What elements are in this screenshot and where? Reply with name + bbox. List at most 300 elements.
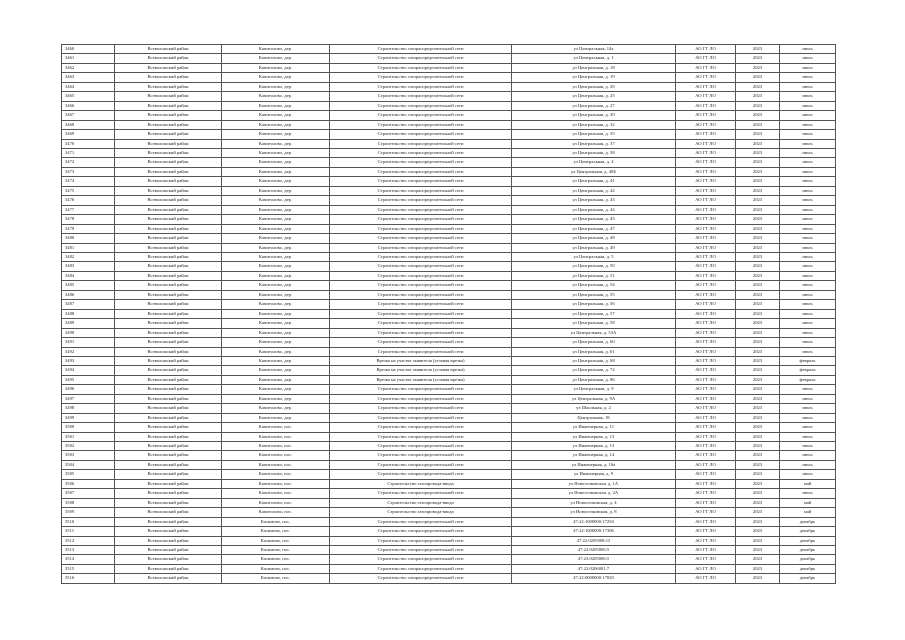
row-number-cell: 3502 [62, 442, 115, 451]
locality-cell: Капитолово, дер. [222, 111, 330, 120]
organization-cell: АО ГТ ЛО [676, 148, 736, 157]
table-row [62, 404, 836, 413]
table-row [62, 243, 836, 252]
table-row [62, 451, 836, 460]
table-row [62, 555, 836, 564]
locality-cell: Капитолово, дер. [222, 281, 330, 290]
row-number-cell: 3508 [62, 498, 115, 507]
row-number-cell: 3463 [62, 73, 115, 82]
table-row [62, 394, 836, 403]
work-type-cell: Строительство газораспределительной сети [330, 205, 512, 214]
organization-cell: АО ГТ ЛО [676, 54, 736, 63]
locality-cell: Капитолово, пос. [222, 508, 330, 517]
organization-cell: АО ГТ ЛО [676, 517, 736, 526]
row-number-cell: 3476 [62, 196, 115, 205]
work-type-cell: Строительство газораспределительной сети [330, 555, 512, 564]
row-number-cell: 3464 [62, 82, 115, 91]
month-cell: декабрь [780, 536, 836, 545]
address-cell: ул Центральная, д. 5 [512, 252, 676, 261]
row-number-cell: 3493 [62, 356, 115, 365]
organization-cell: АО ГТ ЛО [676, 347, 736, 356]
address-cell: ул Центральная, д. 32 [512, 120, 676, 129]
row-number-cell: 3512 [62, 536, 115, 545]
row-number-cell: 3461 [62, 54, 115, 63]
district-cell: Всеволожский район [115, 196, 222, 205]
year-cell: 2023 [736, 73, 780, 82]
address-cell: 47:22:0000000:17820 [512, 574, 676, 583]
address-cell: ул Центральная, д. 72 [512, 366, 676, 375]
table-body [62, 45, 836, 584]
address-cell: ул Центральная, д. 19 [512, 73, 676, 82]
organization-cell: АО ГТ ЛО [676, 45, 736, 54]
organization-cell: АО ГТ ЛО [676, 404, 736, 413]
organization-cell: АО ГТ ЛО [676, 92, 736, 101]
district-cell: Всеволожский район [115, 82, 222, 91]
row-number-cell: 3478 [62, 215, 115, 224]
table-row [62, 366, 836, 375]
month-cell: февраль [780, 366, 836, 375]
document-page [61, 44, 835, 584]
address-cell: ул Центральная, д. 54 [512, 281, 676, 290]
year-cell: 2023 [736, 281, 780, 290]
month-cell: июль [780, 196, 836, 205]
work-type-cell: Строительство газораспределительной сети [330, 574, 512, 583]
locality-cell: Капитолово, пос. [222, 423, 330, 432]
organization-cell: АО ГТ ЛО [676, 546, 736, 555]
work-type-cell: Строительство газораспределительной сети [330, 536, 512, 545]
year-cell: 2023 [736, 564, 780, 573]
work-type-cell: Строительство газораспределительной сети [330, 527, 512, 536]
locality-cell: Капитолово, дер. [222, 92, 330, 101]
district-cell: Всеволожский район [115, 536, 222, 545]
month-cell: июль [780, 404, 836, 413]
month-cell: июль [780, 262, 836, 271]
year-cell: 2023 [736, 432, 780, 441]
table-row [62, 432, 836, 441]
address-cell: ул Центральная, д. 27 [512, 101, 676, 110]
address-cell: ул Центральная, д. 57 [512, 309, 676, 318]
organization-cell: АО ГТ ЛО [676, 555, 736, 564]
district-cell: Всеволожский район [115, 73, 222, 82]
organization-cell: АО ГТ ЛО [676, 290, 736, 299]
work-type-cell: Строительство газораспределительной сети [330, 404, 512, 413]
table-row [62, 300, 836, 309]
work-type-cell: Строительство газораспределительной сети [330, 63, 512, 72]
month-cell: июль [780, 148, 836, 157]
year-cell: 2023 [736, 413, 780, 422]
year-cell: 2023 [736, 470, 780, 479]
organization-cell: АО ГТ ЛО [676, 186, 736, 195]
district-cell: Всеволожский район [115, 139, 222, 148]
row-number-cell: 3495 [62, 375, 115, 384]
locality-cell: Капитолово, пос. [222, 460, 330, 469]
organization-cell: АО ГТ ЛО [676, 262, 736, 271]
table-row [62, 413, 836, 422]
organization-cell: АО ГТ ЛО [676, 470, 736, 479]
month-cell: май [780, 479, 836, 488]
table-row [62, 460, 836, 469]
row-number-cell: 3515 [62, 564, 115, 573]
year-cell: 2023 [736, 356, 780, 365]
district-cell: Всеволожский район [115, 271, 222, 280]
month-cell: июль [780, 281, 836, 290]
district-cell: Всеволожский район [115, 479, 222, 488]
organization-cell: АО ГТ ЛО [676, 328, 736, 337]
work-type-cell: Строительство газораспределительной сети [330, 101, 512, 110]
month-cell: июль [780, 252, 836, 261]
organization-cell: АО ГТ ЛО [676, 375, 736, 384]
organization-cell: АО ГТ ЛО [676, 177, 736, 186]
table-row [62, 356, 836, 365]
address-cell: ул Центральная, д. 4 [512, 158, 676, 167]
work-type-cell: Строительство газораспределительной сети [330, 167, 512, 176]
organization-cell: АО ГТ ЛО [676, 252, 736, 261]
work-type-cell: Врезка на участке заявителя (угловая врезка) [330, 375, 512, 384]
year-cell: 2023 [736, 234, 780, 243]
year-cell: 2023 [736, 517, 780, 526]
work-type-cell: Строительство газораспределительной сети [330, 45, 512, 54]
locality-cell: Капитолово, пос. [222, 432, 330, 441]
locality-cell: Капитолово, дер. [222, 394, 330, 403]
year-cell: 2023 [736, 101, 780, 110]
organization-cell: АО ГТ ЛО [676, 527, 736, 536]
year-cell: 2023 [736, 186, 780, 195]
address-cell: ул Центральная, д. 20 [512, 82, 676, 91]
month-cell: июль [780, 234, 836, 243]
table-row [62, 158, 836, 167]
work-type-cell: Строительство газораспределительной сети [330, 120, 512, 129]
row-number-cell: 3487 [62, 300, 115, 309]
month-cell: декабрь [780, 527, 836, 536]
locality-cell: Касимово, пос. [222, 564, 330, 573]
district-cell: Всеволожский район [115, 101, 222, 110]
locality-cell: Капитолово, дер. [222, 167, 330, 176]
address-cell: ул Центральная, д. 40Б [512, 167, 676, 176]
row-number-cell: 3506 [62, 479, 115, 488]
locality-cell: Капитолово, дер. [222, 366, 330, 375]
year-cell: 2023 [736, 271, 780, 280]
work-type-cell: Строительство газораспределительной сети [330, 177, 512, 186]
address-cell: 47:22:0205008:15 [512, 536, 676, 545]
locality-cell: Капитолово, дер. [222, 385, 330, 394]
row-number-cell: 3496 [62, 385, 115, 394]
organization-cell: АО ГТ ЛО [676, 63, 736, 72]
row-number-cell: 3460 [62, 45, 115, 54]
table-row [62, 527, 836, 536]
table-row [62, 281, 836, 290]
year-cell: 2023 [736, 460, 780, 469]
table-row [62, 328, 836, 337]
month-cell: февраль [780, 356, 836, 365]
month-cell: июль [780, 470, 836, 479]
work-type-cell: Строительство газораспределительной сети [330, 328, 512, 337]
month-cell: июль [780, 73, 836, 82]
organization-cell: АО ГТ ЛО [676, 243, 736, 252]
month-cell: июль [780, 309, 836, 318]
year-cell: 2023 [736, 574, 780, 583]
row-number-cell: 3465 [62, 92, 115, 101]
row-number-cell: 3474 [62, 177, 115, 186]
month-cell: июль [780, 319, 836, 328]
organization-cell: АО ГТ ЛО [676, 82, 736, 91]
table-row [62, 375, 836, 384]
district-cell: Всеволожский район [115, 555, 222, 564]
table-row [62, 167, 836, 176]
locality-cell: Капитолово, дер. [222, 243, 330, 252]
year-cell: 2023 [736, 205, 780, 214]
work-type-cell: Строительство газораспределительной сети [330, 148, 512, 157]
work-type-cell: Строительство газораспределительной сети [330, 309, 512, 318]
month-cell: июль [780, 442, 836, 451]
work-type-cell: Строительство газораспределительной сети [330, 262, 512, 271]
organization-cell: АО ГТ ЛО [676, 451, 736, 460]
district-cell: Всеволожский район [115, 224, 222, 233]
locality-cell: Капитолово, дер. [222, 413, 330, 422]
locality-cell: Капитолово, дер. [222, 224, 330, 233]
district-cell: Всеволожский район [115, 290, 222, 299]
table-row [62, 177, 836, 186]
work-type-cell: Строительство газораспределительной сети [330, 130, 512, 139]
district-cell: Всеволожский район [115, 215, 222, 224]
address-cell: ул Центральная, д. 1 [512, 54, 676, 63]
table-row [62, 309, 836, 318]
locality-cell: Капитолово, пос. [222, 479, 330, 488]
row-number-cell: 3505 [62, 470, 115, 479]
month-cell: июль [780, 385, 836, 394]
locality-cell: Капитолово, дер. [222, 158, 330, 167]
work-type-cell: Строительство газопровода-ввода [330, 479, 512, 488]
month-cell: июль [780, 158, 836, 167]
district-cell: Всеволожский район [115, 432, 222, 441]
address-cell: ул Центральная, д. 43 [512, 196, 676, 205]
table-row [62, 546, 836, 555]
work-type-cell: Строительство газораспределительной сети [330, 243, 512, 252]
table-row [62, 347, 836, 356]
locality-cell: Капитолово, дер. [222, 215, 330, 224]
month-cell: июль [780, 432, 836, 441]
organization-cell: АО ГТ ЛО [676, 574, 736, 583]
address-cell: ул Центральная, д. 30 [512, 111, 676, 120]
year-cell: 2023 [736, 338, 780, 347]
year-cell: 2023 [736, 527, 780, 536]
district-cell: Всеволожский район [115, 205, 222, 214]
table-row [62, 508, 836, 517]
year-cell: 2023 [736, 82, 780, 91]
district-cell: Всеволожский район [115, 442, 222, 451]
year-cell: 2023 [736, 148, 780, 157]
month-cell: июль [780, 120, 836, 129]
work-type-cell: Строительство газораспределительной сети [330, 442, 512, 451]
table-row [62, 196, 836, 205]
table-row [62, 111, 836, 120]
table-row [62, 574, 836, 583]
locality-cell: Капитолово, дер. [222, 73, 330, 82]
table-row [62, 120, 836, 129]
row-number-cell: 3491 [62, 338, 115, 347]
row-number-cell: 3462 [62, 63, 115, 72]
district-cell: Всеволожский район [115, 243, 222, 252]
address-cell: ул Центральная, д. 56 [512, 300, 676, 309]
district-cell: Всеволожский район [115, 413, 222, 422]
year-cell: 2023 [736, 120, 780, 129]
row-number-cell: 3514 [62, 555, 115, 564]
address-cell: ул Центральная, д. 60 [512, 338, 676, 347]
year-cell: 2023 [736, 479, 780, 488]
address-cell: ул Центральная, д. 86 [512, 375, 676, 384]
row-number-cell: 3472 [62, 158, 115, 167]
organization-cell: АО ГТ ЛО [676, 366, 736, 375]
table-row [62, 385, 836, 394]
row-number-cell: 3468 [62, 120, 115, 129]
organization-cell: АО ГТ ЛО [676, 460, 736, 469]
organization-cell: АО ГТ ЛО [676, 215, 736, 224]
address-cell: ул Новоселковская, д. 1А [512, 479, 676, 488]
district-cell: Всеволожский район [115, 120, 222, 129]
district-cell: Всеволожский район [115, 177, 222, 186]
month-cell: июль [780, 460, 836, 469]
locality-cell: Касимово, пос. [222, 536, 330, 545]
month-cell: декабрь [780, 546, 836, 555]
address-cell: ул Новоселковская, д. 8 [512, 508, 676, 517]
work-type-cell: Строительство газораспределительной сети [330, 338, 512, 347]
organization-cell: АО ГТ ЛО [676, 224, 736, 233]
locality-cell: Касимово, пос. [222, 546, 330, 555]
locality-cell: Касимово, пос. [222, 574, 330, 583]
district-cell: Всеволожский район [115, 252, 222, 261]
district-cell: Всеволожский район [115, 281, 222, 290]
district-cell: Всеволожский район [115, 300, 222, 309]
district-cell: Всеволожский район [115, 54, 222, 63]
row-number-cell: 3490 [62, 328, 115, 337]
row-number-cell: 3498 [62, 404, 115, 413]
locality-cell: Капитолово, дер. [222, 404, 330, 413]
organization-cell: АО ГТ ЛО [676, 158, 736, 167]
table-row [62, 215, 836, 224]
organization-cell: АО ГТ ЛО [676, 508, 736, 517]
row-number-cell: 3513 [62, 546, 115, 555]
month-cell: июль [780, 413, 836, 422]
district-cell: Всеволожский район [115, 356, 222, 365]
month-cell: декабрь [780, 555, 836, 564]
district-cell: Всеволожский район [115, 564, 222, 573]
locality-cell: Капитолово, дер. [222, 148, 330, 157]
row-number-cell: 3488 [62, 309, 115, 318]
work-type-cell: Строительство газораспределительной сети [330, 281, 512, 290]
table-row [62, 139, 836, 148]
work-type-cell: Строительство газораспределительной сети [330, 300, 512, 309]
month-cell: июль [780, 215, 836, 224]
district-cell: Всеволожский район [115, 394, 222, 403]
table-row [62, 63, 836, 72]
address-cell: ул Центральная, д. 53А [512, 328, 676, 337]
row-number-cell: 3477 [62, 205, 115, 214]
district-cell: Всеволожский район [115, 546, 222, 555]
year-cell: 2023 [736, 158, 780, 167]
row-number-cell: 3473 [62, 167, 115, 176]
locality-cell: Капитолово, дер. [222, 139, 330, 148]
year-cell: 2023 [736, 404, 780, 413]
year-cell: 2023 [736, 319, 780, 328]
row-number-cell: 3511 [62, 527, 115, 536]
locality-cell: Капитолово, пос. [222, 498, 330, 507]
organization-cell: АО ГТ ЛО [676, 356, 736, 365]
month-cell: декабрь [780, 564, 836, 573]
month-cell: декабрь [780, 517, 836, 526]
district-cell: Всеволожский район [115, 234, 222, 243]
organization-cell: АО ГТ ЛО [676, 319, 736, 328]
district-cell: Всеволожский район [115, 375, 222, 384]
district-cell: Всеволожский район [115, 319, 222, 328]
work-type-cell: Строительство газораспределительной сети [330, 385, 512, 394]
locality-cell: Капитолово, дер. [222, 63, 330, 72]
table-row [62, 54, 836, 63]
year-cell: 2023 [736, 394, 780, 403]
address-cell: 47:22:0206001:7 [512, 564, 676, 573]
address-cell: ул Новоселковская, д. 2А [512, 489, 676, 498]
locality-cell: Капитолово, дер. [222, 271, 330, 280]
district-cell: Всеволожский район [115, 148, 222, 157]
row-number-cell: 3497 [62, 394, 115, 403]
year-cell: 2023 [736, 224, 780, 233]
month-cell: июль [780, 130, 836, 139]
locality-cell: Капитолово, дер. [222, 120, 330, 129]
month-cell: июль [780, 186, 836, 195]
address-cell: ул Центральная, д. 51 [512, 271, 676, 280]
address-cell: ул Новоселковская, д. 4 [512, 498, 676, 507]
year-cell: 2023 [736, 451, 780, 460]
work-type-cell: Строительство газораспределительной сети [330, 82, 512, 91]
table-row [62, 489, 836, 498]
work-type-cell: Строительство газораспределительной сети [330, 252, 512, 261]
district-cell: Всеволожский район [115, 92, 222, 101]
row-number-cell: 3469 [62, 130, 115, 139]
address-cell: ул Центральная, д. 45 [512, 215, 676, 224]
month-cell: июль [780, 489, 836, 498]
month-cell: июль [780, 423, 836, 432]
year-cell: 2023 [736, 243, 780, 252]
row-number-cell: 3507 [62, 489, 115, 498]
table-row [62, 262, 836, 271]
year-cell: 2023 [736, 45, 780, 54]
locality-cell: Капитолово, пос. [222, 470, 330, 479]
work-type-cell: Строительство газораспределительной сети [330, 196, 512, 205]
district-cell: Всеволожский район [115, 158, 222, 167]
table-row [62, 479, 836, 488]
district-cell: Всеволожский район [115, 489, 222, 498]
month-cell: июль [780, 111, 836, 120]
address-cell: ул Инженерная, д. 13 [512, 432, 676, 441]
organization-cell: АО ГТ ЛО [676, 432, 736, 441]
locality-cell: Капитолово, дер. [222, 347, 330, 356]
row-number-cell: 3494 [62, 366, 115, 375]
row-number-cell: 3475 [62, 186, 115, 195]
organization-cell: АО ГТ ЛО [676, 536, 736, 545]
organization-cell: АО ГТ ЛО [676, 498, 736, 507]
year-cell: 2023 [736, 375, 780, 384]
work-type-cell: Строительство газораспределительной сети [330, 413, 512, 422]
address-cell: Центральная, 18 [512, 413, 676, 422]
address-cell: ул Инженерная, д. 11 [512, 423, 676, 432]
table-row [62, 186, 836, 195]
table-row [62, 82, 836, 91]
row-number-cell: 3510 [62, 517, 115, 526]
organization-cell: АО ГТ ЛО [676, 130, 736, 139]
month-cell: июль [780, 177, 836, 186]
work-type-cell: Строительство газораспределительной сети [330, 564, 512, 573]
month-cell: июль [780, 338, 836, 347]
locality-cell: Капитолово, дер. [222, 300, 330, 309]
row-number-cell: 3500 [62, 423, 115, 432]
